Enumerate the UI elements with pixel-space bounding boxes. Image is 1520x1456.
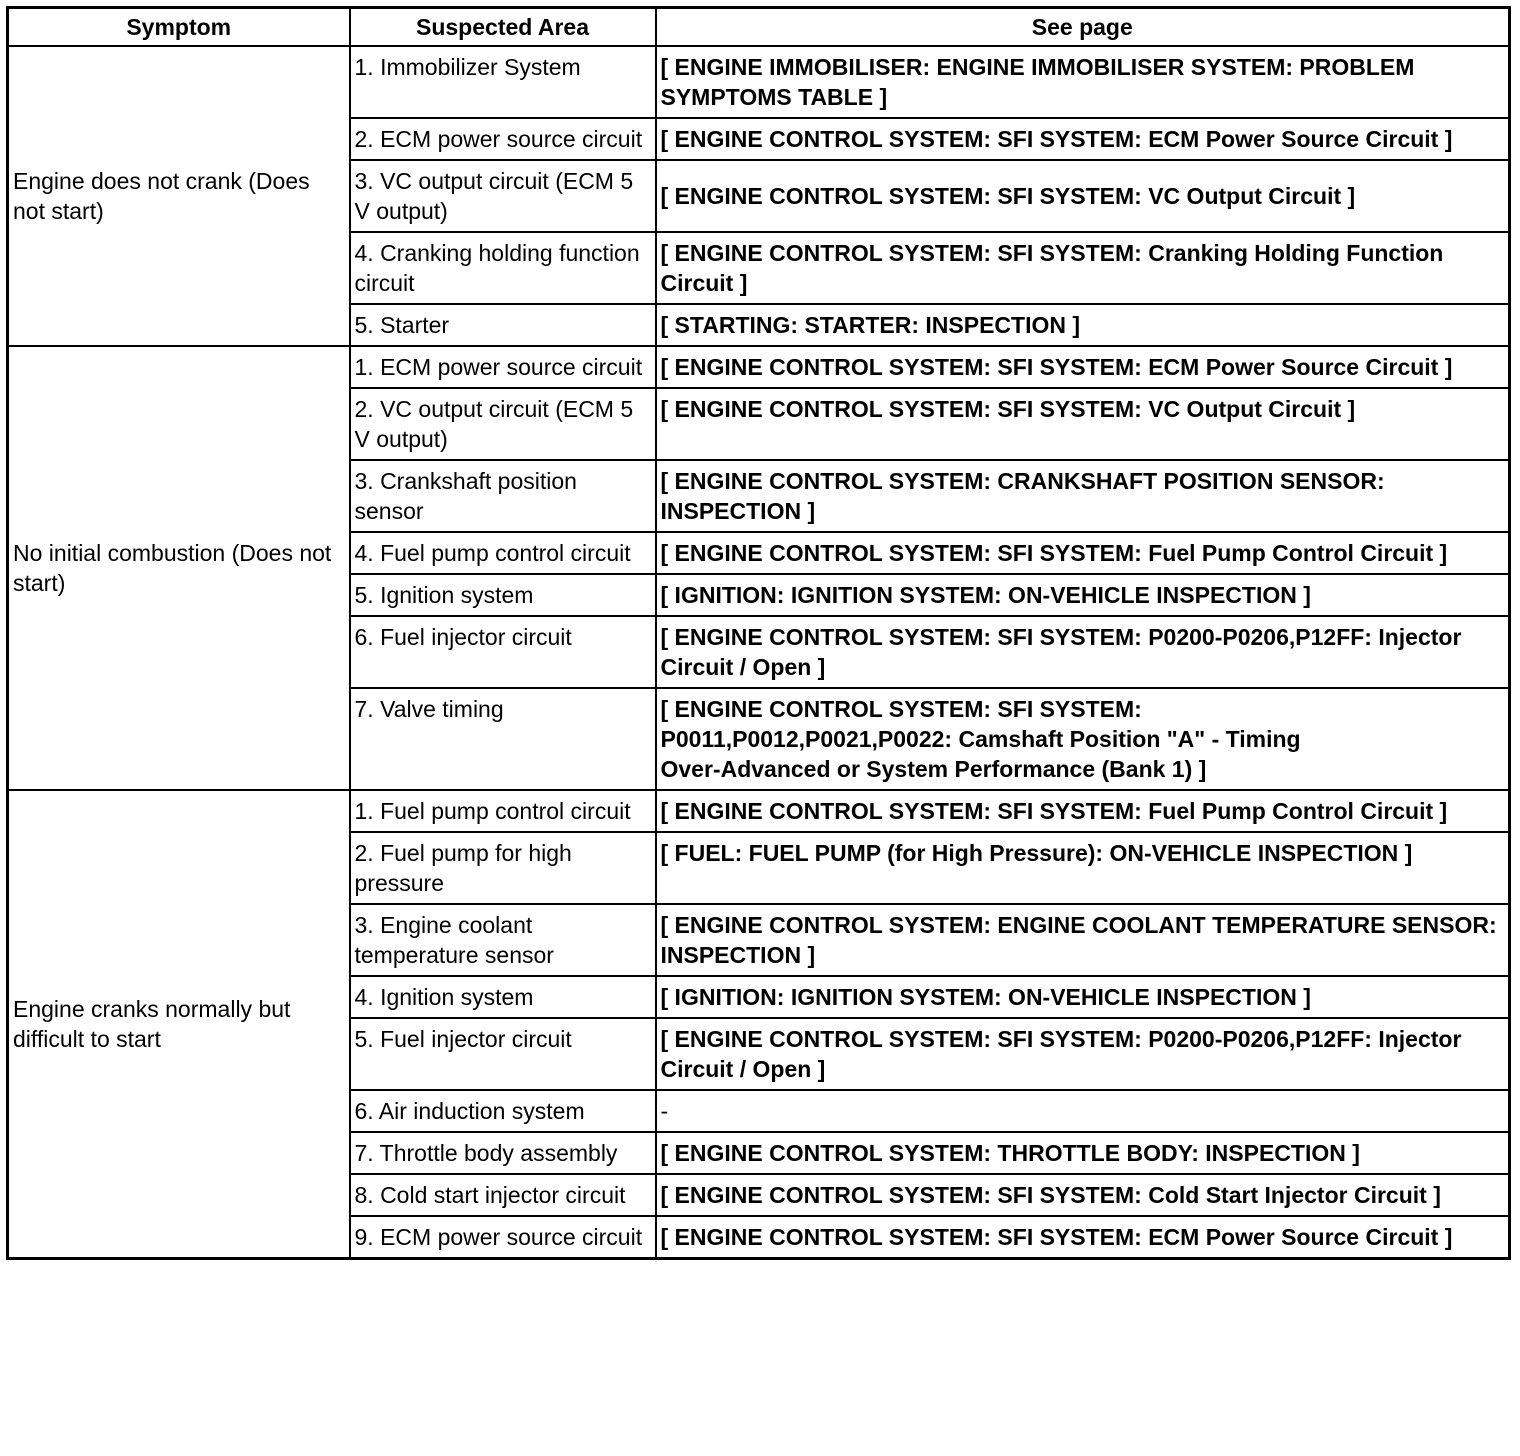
header-symptom: Symptom: [8, 8, 350, 47]
see-page-cell: [ ENGINE CONTROL SYSTEM: SFI SYSTEM: ECM Power Source Circuit ]: [656, 118, 1510, 160]
see-page-cell: [ ENGINE CONTROL SYSTEM: CRANKSHAFT POSITION SENSOR: INSPECTION ]: [656, 460, 1510, 532]
see-page-cell: [ IGNITION: IGNITION SYSTEM: ON-VEHICLE INSPECTION ]: [656, 976, 1510, 1018]
see-page-cell: [656, 688, 1510, 790]
symptom-cell: No initial combustion (Does not start): [8, 346, 350, 790]
see-page-cell: [ ENGINE CONTROL SYSTEM: SFI SYSTEM: Cranking Holding Function Circuit ]: [656, 232, 1510, 304]
table-row: [8, 46, 1510, 118]
see-page-cell: [ ENGINE CONTROL SYSTEM: SFI SYSTEM: Cold Start Injector Circuit ]: [656, 1174, 1510, 1216]
suspected-area-cell: 5. Ignition system: [350, 574, 656, 616]
suspected-area-cell: 1. Immobilizer System: [350, 46, 656, 118]
suspected-area-cell: 4. Cranking holding function circuit: [350, 232, 656, 304]
suspected-area-cell: 6. Fuel injector circuit: [350, 616, 656, 688]
document-page: [6, 6, 1511, 1260]
header-suspected-area: Suspected Area: [350, 8, 656, 47]
see-page-cell: -: [656, 1090, 1510, 1132]
suspected-area-cell: 3. Crankshaft position sensor: [350, 460, 656, 532]
see-page-cell: [ ENGINE CONTROL SYSTEM: SFI SYSTEM: P0200-P0206,P12FF: Injector Circuit / Open ]: [656, 616, 1510, 688]
suspected-area-cell: 6. Air induction system: [350, 1090, 656, 1132]
see-page-cell: [ ENGINE CONTROL SYSTEM: THROTTLE BODY: INSPECTION ]: [656, 1132, 1510, 1174]
see-page-cell: [ ENGINE IMMOBILISER: ENGINE IMMOBILISER SYSTEM: PROBLEM SYMPTOMS TABLE ]: [656, 46, 1510, 118]
see-page-cell: [ ENGINE CONTROL SYSTEM: SFI SYSTEM: Fuel Pump Control Circuit ]: [656, 532, 1510, 574]
see-page-cell: [ STARTING: STARTER: INSPECTION ]: [656, 304, 1510, 346]
suspected-area-cell: 2. Fuel pump for high pressure: [350, 832, 656, 904]
suspected-area-cell: 3. Engine coolant temperature sensor: [350, 904, 656, 976]
symptom-cell: Engine does not crank (Does not start): [8, 46, 350, 346]
see-page-cell: [ IGNITION: IGNITION SYSTEM: ON-VEHICLE INSPECTION ]: [656, 574, 1510, 616]
see-page-cell: [ ENGINE CONTROL SYSTEM: SFI SYSTEM: P0200-P0206,P12FF: Injector Circuit / Open ]: [656, 1018, 1510, 1090]
see-page-cell: [ ENGINE CONTROL SYSTEM: SFI SYSTEM: ECM Power Source Circuit ]: [656, 346, 1510, 388]
suspected-area-cell: 7. Valve timing: [350, 688, 656, 790]
problem-symptoms-table: [6, 6, 1511, 1260]
see-page-line: P0011,P0012,P0021,P0022: Camshaft Position "A" - Timing: [660, 726, 1301, 752]
see-page-cell: [ ENGINE CONTROL SYSTEM: SFI SYSTEM: VC Output Circuit ]: [656, 160, 1510, 232]
symptom-cell: Engine cranks normally but difficult to start: [8, 790, 350, 1259]
see-page-cell: [ ENGINE CONTROL SYSTEM: SFI SYSTEM: Fuel Pump Control Circuit ]: [656, 790, 1510, 832]
see-page-line: Over-Advanced or System Performance (Bank 1) ]: [660, 756, 1207, 782]
table-row: [8, 790, 1510, 832]
header-see-page: See page: [656, 8, 1510, 47]
see-page-cell: [ ENGINE CONTROL SYSTEM: SFI SYSTEM: VC Output Circuit ]: [656, 388, 1510, 460]
see-page-cell: [ FUEL: FUEL PUMP (for High Pressure): ON-VEHICLE INSPECTION ]: [656, 832, 1510, 904]
suspected-area-cell: 3. VC output circuit (ECM 5 V output): [350, 160, 656, 232]
table-row: [8, 346, 1510, 388]
suspected-area-cell: 4. Fuel pump control circuit: [350, 532, 656, 574]
header-row: [8, 8, 1510, 47]
see-page-line: [ ENGINE CONTROL SYSTEM: SFI SYSTEM:: [660, 696, 1142, 722]
suspected-area-cell: 8. Cold start injector circuit: [350, 1174, 656, 1216]
see-page-cell: [ ENGINE CONTROL SYSTEM: ENGINE COOLANT TEMPERATURE SENSOR: INSPECTION ]: [656, 904, 1510, 976]
suspected-area-cell: 2. ECM power source circuit: [350, 118, 656, 160]
suspected-area-cell: 7. Throttle body assembly: [350, 1132, 656, 1174]
suspected-area-cell: 4. Ignition system: [350, 976, 656, 1018]
suspected-area-cell: 1. Fuel pump control circuit: [350, 790, 656, 832]
suspected-area-cell: 2. VC output circuit (ECM 5 V output): [350, 388, 656, 460]
suspected-area-cell: 9. ECM power source circuit: [350, 1216, 656, 1259]
suspected-area-cell: 1. ECM power source circuit: [350, 346, 656, 388]
see-page-cell: [ ENGINE CONTROL SYSTEM: SFI SYSTEM: ECM Power Source Circuit ]: [656, 1216, 1510, 1259]
suspected-area-cell: 5. Starter: [350, 304, 656, 346]
suspected-area-cell: 5. Fuel injector circuit: [350, 1018, 656, 1090]
